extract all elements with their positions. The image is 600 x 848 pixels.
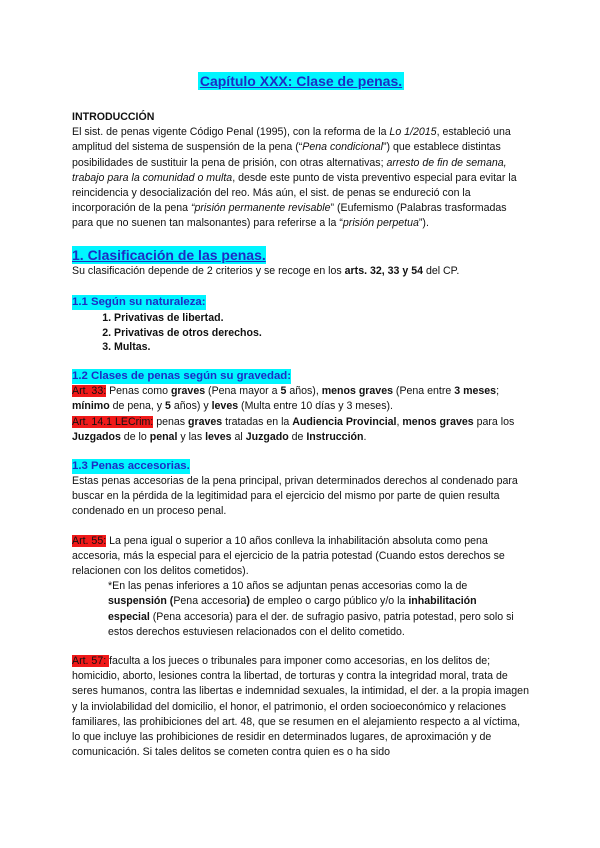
section-1-paragraph: Su clasificación depende de 2 criterios y se recoge en los arts. 32, 33 y 54 del CP.	[72, 264, 460, 277]
page-content	[72, 72, 530, 760]
intro-paragraph: El sist. de penas vigente Código Penal (1995), con la reforma de la Lo 1/2015, estableció una amplitud del sistema de suspensión de la pena (“Pena condicional”) que establece distintas posibilidades de sustituir la pena de prisión, con otras alternativas; arresto de fin de semana, trabajo para la comunidad o multa, desde este punto de vista preventivo especial para evitar la reincidencia y desocialización del reo. Más aún, el sist. de penas se endureció con la incorporación de la pena “prisión permanente revisable” (Eufemismo (Palabras trasformadas para que no suenen tan malsonantes) para referirse a la “prisión perpetua”).	[72, 126, 517, 230]
list-item: 1. Privativas de libertad.	[114, 311, 530, 326]
art-55-paragraph: Art. 55: La pena igual o superior a 10 años conlleva la inhabilitación absoluta como pena accesoria, más la especial para el ejercicio de la patria potestad (Cuando estos derechos se relacionen con los delitos cometidos).	[72, 534, 505, 578]
list-item: 2. Privativas de otros derechos.	[114, 326, 530, 341]
nature-list	[72, 311, 530, 355]
list-item: 3. Multas.	[114, 340, 530, 355]
art-57-label: Art. 57:	[72, 655, 110, 668]
art-14-label: Art. 14.1 LECrim:	[72, 415, 154, 428]
chapter-title: Capítulo XXX: Clase de penas.	[199, 73, 403, 89]
art-14-paragraph: Art. 14.1 LECrim: penas graves tratadas en la Audiencia Provincial, menos graves para los Juzgados de lo penal y las leves al Juzgado de Instrucción.	[72, 415, 515, 443]
accessory-intro: Estas penas accesorias de la pena principal, privan determinados derechos al condenado para buscar en la pérdida de la legitimidad para el ejercicio del mismo por parte de quien resulta condenado en un proceso penal.	[72, 475, 518, 518]
section-1-3-heading: 1.3 Penas accesorias.	[72, 460, 190, 473]
section-1-1-heading: 1.1 Según su naturaleza:	[72, 295, 206, 308]
art-57-paragraph: Art. 57: faculta a los jueces o tribunales para imponer como accesorias, en los delitos de; homicidio, aborto, lesiones contra la libertad, de torturas y contra la integridad moral, trata de seres humanos, contra las libertas e indemnidad sexuales, la intimidad, el der. a la propia imagen y la inviolabilidad del domicilio, el honor, el patrimonio, el orden socioeconómico y relaciones familiares, las prohibiciones del art. 48, que se resumen en el alejamiento respecto a al víctima, lo que incluye las prohibiciones de residir en determinados lugares, de aproximación y de comunicación. Si tales delitos se cometen contra quien es o ha sido	[72, 655, 529, 759]
intro-heading: INTRODUCCIÓN	[72, 111, 155, 123]
art-33-label: Art. 33:	[72, 385, 107, 398]
art-55-label: Art. 55:	[72, 534, 107, 547]
section-1-heading: 1. Clasificación de las penas.	[72, 246, 266, 263]
accessory-note: *En las penas inferiores a 10 años se adjuntan penas accesorias como la de suspensión (Pena accesoria) de empleo o cargo público y/o la inhabilitación especial (Pena accesoria) para el der. de sufragio pasivo, patria potestad, pero solo si estos derechos estuviesen relacionados con el delito cometido.	[108, 580, 514, 638]
section-1-2-heading: 1.2 Clases de penas según su gravedad:	[72, 370, 292, 383]
art-33-paragraph: Art. 33: Penas como graves (Pena mayor a 5 años), menos graves (Pena entre 3 meses; mínimo de pena, y 5 años) y leves (Multa entre 10 días y 3 meses).	[72, 385, 500, 413]
